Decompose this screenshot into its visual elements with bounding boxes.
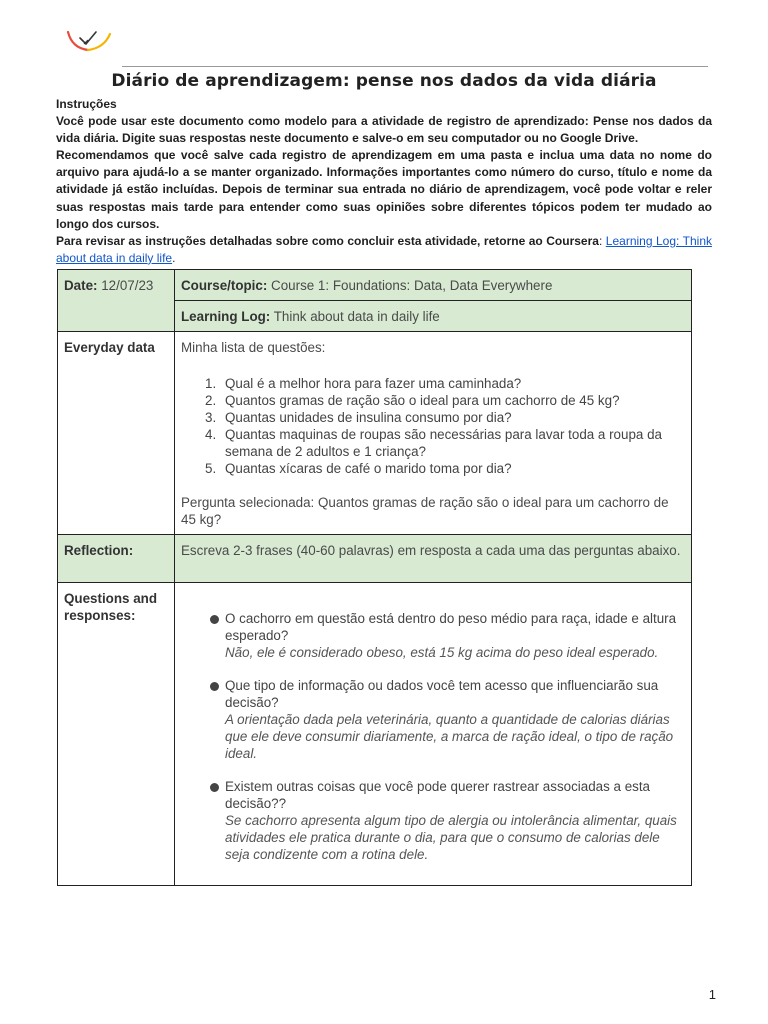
- list-item: [205, 409, 685, 426]
- qa-list: [205, 610, 685, 863]
- header-divider: [122, 66, 708, 67]
- course-label: Course/topic:: [181, 278, 268, 293]
- document-title: Diário de aprendizagem: pense nos dados da vida diária: [111, 71, 657, 91]
- qa-item: [205, 610, 685, 661]
- date-value: 12/07/23: [101, 278, 154, 293]
- learning-log-link[interactable]: Learning Log: Think about data in daily life: [56, 233, 712, 265]
- learning-log-label: Learning Log:: [181, 309, 271, 324]
- instructions-paragraph-2: Recomendamos que você salve cada registro de aprendizagem em uma pasta e inclua uma data no nome do arquivo para ajudá-lo a se manter organizado. Informações importantes como número do curso, título e nome da atividade já estão incluídas. Depois de terminar sua entrada no diário de aprendizagem, você pode voltar e reler suas respostas mais tarde para entender como suas opiniões sobre diferentes tópicos podem ter mudado ao longo dos cursos.: [56, 148, 712, 231]
- list-item-text: Qual é a melhor hora para fazer uma caminhada?: [225, 376, 522, 391]
- list-item-number: 4.: [205, 427, 217, 442]
- list-item-text: Quantas maquinas de roupas são necessárias para lavar toda a roupa da semana de 2 adultos e 1 criança?: [225, 427, 662, 459]
- everyday-content-cell: [175, 332, 692, 535]
- course-value: Course 1: Foundations: Data, Data Everywhere: [271, 278, 553, 293]
- list-item: [205, 392, 685, 409]
- list-item-text: Quantas unidades de insulina consumo por dia?: [225, 410, 512, 425]
- course-cell: [175, 270, 692, 301]
- instructions-heading: Instruções: [56, 97, 117, 111]
- everyday-data-label: Everyday data: [64, 340, 155, 355]
- reflection-text: Escreva 2-3 frases (40-60 palavras) em resposta a cada uma das perguntas abaixo.: [181, 543, 681, 558]
- bullet-icon: [210, 682, 219, 691]
- instructions-paragraph-3: [56, 233, 712, 267]
- instructions-p3-end: .: [172, 250, 176, 265]
- brand-logo-icon: [62, 26, 118, 56]
- qa-question: Existem outras coisas que você pode querer rastrear associadas a esta decisão??: [225, 779, 651, 811]
- list-item-text: Quantos gramas de ração são o ideal para um cachorro de 45 kg?: [225, 393, 620, 408]
- selected-question: Pergunta selecionada: Quantos gramas de ração são o ideal para um cachorro de 45 kg?: [181, 495, 669, 527]
- list-item: [205, 375, 685, 392]
- bullet-icon: [210, 615, 219, 624]
- date-cell: [58, 270, 175, 332]
- list-item-number: 3.: [205, 410, 217, 425]
- reflection-text-cell: [175, 535, 692, 583]
- qr-content-cell: [175, 583, 692, 886]
- learning-log-value: Think about data in daily life: [273, 309, 440, 324]
- reflection-label-cell: [58, 535, 175, 583]
- qa-answer: A orientação dada pela veterinária, quanto a quantidade de calorias diárias que ele deve consumir diariamente, a marca de ração ideal, o tipo de ração ideal.: [225, 712, 674, 761]
- bullet-icon: [210, 783, 219, 792]
- qa-question: O cachorro em questão está dentro do peso médio para raça, idade e altura esperado?: [225, 611, 677, 643]
- questions-intro: Minha lista de questões:: [181, 340, 326, 355]
- list-item-text: Quantas xícaras de café o marido toma por dia?: [225, 461, 512, 476]
- qa-answer: Não, ele é considerado obeso, está 15 kg acima do peso ideal esperado.: [225, 645, 659, 660]
- questions-list: [205, 375, 685, 477]
- instructions-paragraph-1: Você pode usar este documento como modelo para a atividade de registro de aprendizado: Pense nos dados da vida diária. Digite suas respostas neste documento e salve-o em seu computador ou no Google Drive.: [56, 114, 712, 146]
- qa-question: Que tipo de informação ou dados você tem acesso que influenciarão sua decisão?: [225, 678, 659, 710]
- list-item: [205, 460, 685, 477]
- list-item: [205, 426, 685, 460]
- list-item-number: 5.: [205, 461, 217, 476]
- learning-log-table: [57, 269, 692, 886]
- list-item-number: 1.: [205, 376, 217, 391]
- page-number: 1: [708, 987, 716, 1002]
- questions-responses-label: Questions and responses:: [64, 591, 158, 623]
- qa-item: [205, 677, 685, 762]
- qa-item: [205, 778, 685, 863]
- reflection-label: Reflection:: [64, 543, 134, 558]
- date-label: Date:: [64, 278, 98, 293]
- everyday-label-cell: [58, 332, 175, 535]
- instructions-p3-text: Para revisar as instruções detalhadas sobre como concluir esta atividade, retorne ao Coursera: [56, 233, 599, 248]
- instructions-p3-colon: :: [598, 233, 606, 248]
- list-item-number: 2.: [205, 393, 217, 408]
- qa-answer: Se cachorro apresenta algum tipo de alergia ou intolerância alimentar, quais atividades ele pratica durante o dia, para que o consumo de calorias dele seja condizente com a rotina dele.: [225, 813, 677, 862]
- qr-label-cell: [58, 583, 175, 886]
- learning-log-cell: [175, 301, 692, 332]
- instructions-section: [56, 96, 712, 267]
